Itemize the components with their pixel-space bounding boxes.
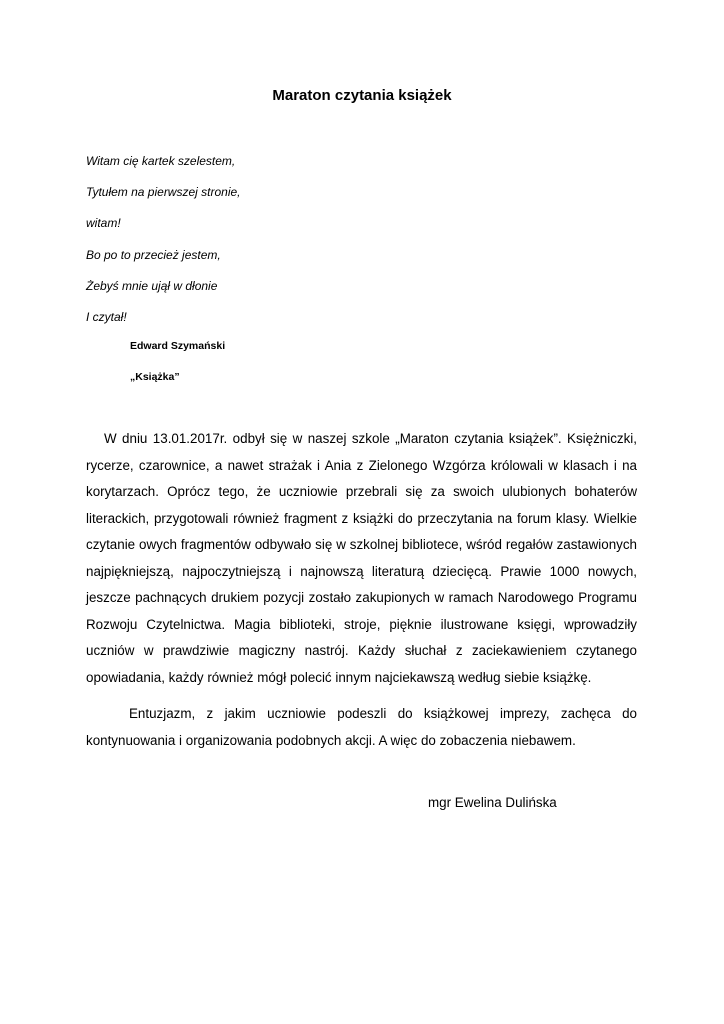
- document-title: Maraton czytania książek: [272, 87, 452, 104]
- poem-line: witam!: [86, 216, 121, 231]
- poem-line: Bo po to przecież jestem,: [86, 247, 221, 262]
- poem-line: Żebyś mnie ujął w dłonie: [86, 278, 218, 293]
- article-body: [86, 426, 637, 754]
- author-signature: mgr Ewelina Dulińska: [428, 795, 557, 810]
- body-paragraph-2: Entuzjazm, z jakim uczniowie podeszli do książkowej imprezy, zachęca do kontynuowania i organizowania podobnych akcji. A więc do zobaczenia niebawem.: [86, 706, 637, 748]
- poem-line: Witam cię kartek szelestem,: [86, 154, 236, 168]
- poem-line: Tytułem na pierwszej stronie,: [86, 185, 241, 200]
- poem-epigraph: [86, 151, 241, 338]
- body-paragraph-1: W dniu 13.01.2017r. odbył się w naszej szkole „Maraton czytania książek”. Księżniczki, rycerze, czarownice, a nawet strażak i Ania z Zielonego Wzgórza królowali w klasach i na korytarzach. Oprócz tego, że uczniowie przebrali się za swoich ulubionych bohaterów literackich, przygotowali również fragment z książki do przeczytania na forum klasy. Wielkie czytanie owych fragmentów odbywało się w szkolnej bibliotece, wśród regałów zastawionych najpiękniejszą, najpoczytniejszą i najnowszą literaturą dziecięcą. Prawie 1000 nowych, jeszcze pachnących drukiem pozycji zostało zakupionych w ramach Narodowego Programu Rozwoju Czytelnictwa. Magia biblioteki, stroje, pięknie ilustrowane księgi, wprowadziły uczniów w prawdziwie magiczny nastrój. Każdy słuchał z zaciekawieniem czytanego opowiadania, każdy również mógł polecić innym najciekawszą według siebie książkę.: [86, 431, 637, 685]
- poem-line: I czytał!: [86, 309, 127, 324]
- poem-work-title: „Książka”: [130, 371, 180, 383]
- poem-author: Edward Szymański: [130, 340, 226, 352]
